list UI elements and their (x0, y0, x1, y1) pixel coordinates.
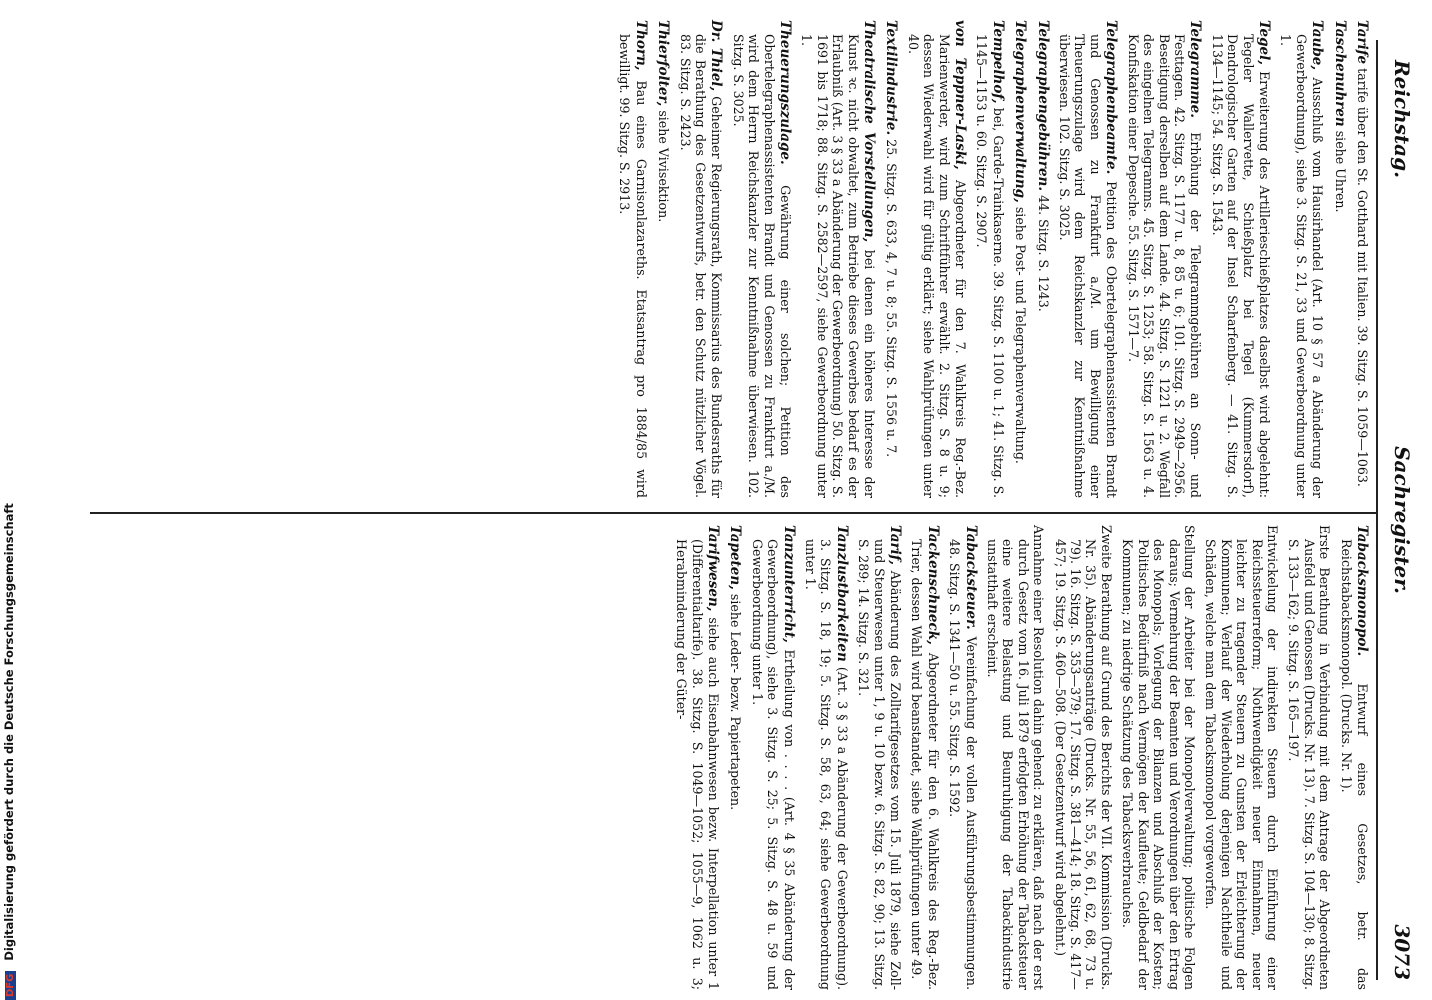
entry-text: siehe Vivisektion. (656, 110, 672, 223)
index-entry (1278, 20, 1325, 498)
entry-headword: Tarifwesen, (704, 525, 721, 612)
index-entry (1338, 525, 1370, 990)
entry-headword: Tarife (1354, 20, 1370, 65)
entry-headword: Tanzunterricht, (780, 525, 797, 643)
index-entry (655, 20, 671, 498)
entry-headword: Tabacksmonopol. (1354, 525, 1370, 657)
index-entry (1012, 20, 1028, 498)
entry-text: Abänderung des Zolltarifgesetzes vom 15. Juli 1879, siehe Zoll- und Steuerwesen unter 1, 9 u. 10 bezw. 6. Sitzg. S. 82, 90; 13. Sitzg. S. 289; 14. Sitzg. S. 321. (856, 539, 904, 990)
entry-text: siehe Uhren. (1332, 130, 1348, 213)
entry-headword: Tempelhof, (989, 20, 1006, 104)
index-entry (1057, 20, 1120, 498)
entry-text: Erste Berathung in Verbindung mit dem Antrage der Abgeordneten Ausfeld und Genossen (Drucks. Nr. 13). 7. Sitzg. S. 104—130; 8. Sitzg. S. 133—162; 9. Sitzg. S. 165—197. (1286, 525, 1333, 990)
index-entry (909, 525, 941, 990)
index-entry (1209, 20, 1272, 498)
entry-text: Stellung der Arbeiter bei der Monopolverwaltung; politische Folgen daraus; Vermehrung der Beamten und Verordnungen über den Ertrag des Monopols; Vorlegung der Bilanzen und Abschluß der Kosten; Politisches Bedürfniß nach Vermögen der Kaufleute; Geldbedarf der Kommunen; zu niedrige Schätzung des Tabacksverbrauches. (1120, 525, 1197, 990)
entry-headword: Taube, (1309, 20, 1326, 71)
entry-headword: Theuerungszulage. (777, 20, 793, 165)
header-rule (1376, 40, 1378, 980)
entry-headword: Taschenuhren (1331, 20, 1348, 127)
index-entry (947, 525, 979, 990)
entry-headword: Thierfolter, (655, 20, 672, 107)
entry-text: Entwurf eines Gesetzes, betr. das Reichstabacksmonopol. (Drucks. Nr. 1). (1338, 539, 1370, 990)
entry-headword: Thorn, (632, 20, 649, 71)
entry-text: 44. Sitzg. S. 1243. (1035, 195, 1051, 312)
entry-text: Entwickelung der indirekten Steuern durch Einführung einer Reichssteuerreform; Nothwendigkeit neuer Einnahmen, neuer leichter zu tragender Steuern zu Gunsten der Erleichterung der Kommunen; Verlauf der Wiederholung derjenigen Nachtheile und Schäden, welche man dem Tabacksmonopol vorgeworfen. (1203, 525, 1280, 990)
index-entry (1331, 20, 1347, 498)
header-left: Reichstag. (1390, 60, 1414, 179)
left-column (611, 20, 1370, 498)
entry-headword: Tapeten, (727, 525, 744, 590)
index-entry (674, 525, 721, 990)
index-entry (799, 20, 877, 498)
dfg-logo (5, 971, 16, 1000)
index-entry (1203, 525, 1280, 990)
index-entry (883, 20, 899, 498)
header-center: Sachregister. (1390, 446, 1414, 594)
index-entry (1286, 525, 1332, 990)
entry-text: bei denen ein höheres Interesse der Kunst ꝛc. nicht obwaltet, zum Betriebe dieses Gewerbes bedarf es der Erlaubniß (Art. 3 § 33 a Abänderung der Gewerbeordnung) 50. Sitzg. S. 1691 bis 1718; 88. Sitzg. S. 2582—2597, siehe Gewerbeordnung unter 1. (799, 34, 878, 498)
index-entry (1354, 20, 1370, 498)
entry-text: Petition des Obertelegraphenassistenten Brandt und Genossen zu Frankfurt a./M. um Bewilligung einer Theuerungszulage wird dem Reichskanzler zur Kenntnißnahme überwiesen. 102. Sitzg. S. 3025. (1057, 34, 1120, 498)
index-entry (727, 525, 743, 990)
index-entry (1034, 20, 1050, 498)
entry-headword: Textilindustrie. (883, 20, 900, 136)
entry-text: siehe auch Eisenbahnwesen bezw. Interpellation unter 1 (Differentialtarife). 38. Sitzg. S. 1049—1052; 1055—9, 1062 u. 3; Herabminderung der Güter- (674, 539, 721, 991)
entry-headword: von Teppner-Laski, (952, 20, 969, 170)
entry-text: 25. Sitzg. S. 633, 4, 7 u. 8; 55. Sitzg. S. 1556 u. 7. (884, 139, 900, 458)
dfg-logo-text: DFG (5, 973, 16, 997)
index-entry (1125, 20, 1203, 498)
entry-text: Erhöhung der Telegrammgebühren an Sonn- und Festtagen. 42. Sitzg. S. 1177 u. 8, 85 u. 6; 101. Sitzg. S. 2949—2956. Beseitigung derselben auf dem Lande. 44. Sitzg. S. 1221 u. 2. Wegfall des eingelnen Telegramms. 45. Sitzg. S. 1253; 58. Sitzg. S. 1563 u. 4. Konfiskation einer Depesche. 55. Sitzg. S. 1571—7. (1125, 34, 1204, 498)
entry-headword: Tanzlustbarkeiten (833, 525, 850, 662)
entry-text: Abgeordneter für den 7. Wahlkreis Reg.-Bez. Marienwerder, wird zum Schriftführer erwählt. 2. Sitzg. S. 8 u. 9; dessen Wiederwahl wird für gültig erklärt; siehe Wahlprüfungen unter 40. (905, 34, 969, 498)
index-entry (1052, 525, 1114, 990)
index-entry (974, 20, 1006, 498)
entry-text: tarife über den St. Gotthard mit Italien. 39. Sitzg. S. 1059—1063. (1355, 68, 1370, 487)
entry-text: siehe Post- und Telegraphenverwaltung. (1013, 206, 1029, 464)
index-entry (803, 525, 850, 990)
entry-text: bei, Garde-Trainkaserne. 39. Sitzg. S. 1100 u. 1; 41. Sitzg. S. 1145—1153 u. 60. Sitzg. S. 2907. (974, 34, 1006, 498)
entry-headword: Telegraphengebühren. (1034, 20, 1051, 192)
index-entry (677, 20, 724, 498)
index-entry (730, 20, 793, 498)
entry-headword: Theatralische Vorstellungen, (861, 20, 878, 243)
page-number: 3073 (1390, 924, 1414, 980)
index-entry (985, 525, 1047, 990)
index-entry (1120, 525, 1197, 990)
entry-text: Abgeordneter für den 6. Wahlkreis des Reg.-Bez. Trier, dessen Wahl wird beanstandet, siehe Wahlprüfungen unter 49. (909, 539, 941, 990)
entry-text: Bau eines Garnisonlazareths. Etatsantrag pro 1884/85 wird bewilligt. 99. Sitzg. S. 2913. (617, 34, 649, 498)
entry-headword: Tackenschneck, (924, 525, 941, 645)
entry-headword: Tabacksteuer. (962, 525, 979, 630)
index-entry (617, 20, 649, 498)
entry-headword: Telegramme. (1187, 20, 1204, 118)
entry-text: Erweiterung des Artillerieschießplatzes daselbst wird abgelehnt: Tegeler Wallervette, Schießplatz bei Tegel (Kummersdorf), Dendrologischer Garten auf der Insel Scharfenberg. — 41. Sitzg. S. 1134—1145; 54. Sitzg. S. 1543. (1209, 34, 1272, 498)
digitization-footer (2, 0, 20, 1000)
entry-text: siehe Leder- bezw. Papiertapeten. (728, 593, 744, 811)
entry-text: Zweite Berathung auf Grund des Berichts der VII. Kommission (Drucks. Nr. 35). Abänderungsanträge (Drucks. Nr. 55, 56, 61, 62, 68, 73 u. 79). 16. Sitzg. S. 353—379; 17. Sitzg. S. 381—414; 18. Sitzg. S. 417—457; 19. Sitzg. S. 460—508. (Der Gesetzentwurf wird abgelehnt.) (1052, 525, 1114, 990)
entry-text: Geheimer Regierungsrath, Kommissarius des Bundesraths für die Berathung des Gesetzentwurfs, betr. den Schutz nützlicher Vögel. 83. Sitzg. S. 2423. (677, 34, 725, 498)
index-entry (856, 525, 903, 990)
digitization-credit: Digitalisierung gefördert durch die Deutsche Forschungsgemeinschaft (2, 503, 16, 961)
entry-headword: Tegel, (1255, 20, 1272, 65)
entry-headword: Telegraphenbeamte. (1103, 20, 1120, 175)
column-divider (90, 512, 1378, 514)
entry-text: Gewährung einer solchen; Petition des Obertelegraphenassistenten Brandt und Genossen zu Frankfurt a./M. wird dem Herrn Reichskanzler zur Kenntnißnahme überwiesen. 102. Sitzg. S. 3025. (730, 34, 793, 499)
entry-text: (Art. 3 § 33 a Abänderung der Gewerbeordnung). 3. Sitzg. S. 18, 19; 5. Sitzg. S. 58, 63, 64; siehe Gewerbeordnung unter 1. (803, 539, 850, 991)
entry-headword: Tarif, (887, 525, 904, 565)
index-entry (749, 525, 796, 990)
right-column (668, 525, 1370, 990)
page-header (1380, 60, 1414, 980)
entry-text: Annahme einer Resolution dahin gehend: zu erklären, daß nach der erst durch Gesetz vom 16. Juli 1879 erfolgten Erhöhung der Tabacksteuer eine weitere Belastung und Beunruhigung der Tabackindustrie unstatthaft erscheint. (985, 525, 1047, 990)
entry-text: Ertheilung von . . . . (Art. 4 § 35 Abänderung der Gewerbeordnung), siehe 3. Sitzg. S. 25; 5. Sitzg. S. 48 u. 59 und Gewerbeordnung unter 1. (749, 539, 797, 990)
index-entry (905, 20, 968, 498)
entry-headword: Telegraphenverwaltung, (1012, 20, 1029, 203)
entry-headword: Dr. Thiel, (708, 20, 725, 92)
entry-text: Ausschluß vom Hausirhandel (Art. 10 § 57 a Abänderung der Gewerbeordnung), siehe 3. Sitzg. S. 21, 33 und Gewerbeordnung unter 1. (1278, 34, 1326, 498)
entry-text: Vereinfachung der vollen Ausführungsbestimmungen. 48. Sitzg. S. 1341—50 u. 55. Sitzg. S. 1592. (947, 539, 979, 990)
